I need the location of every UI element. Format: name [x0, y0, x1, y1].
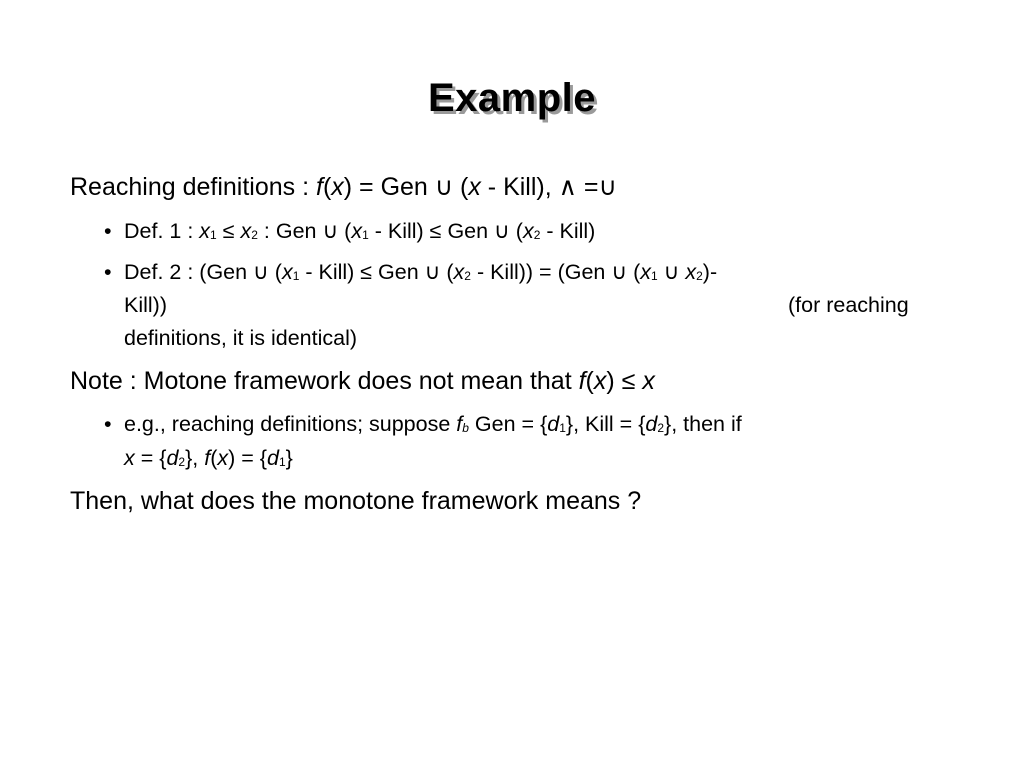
eg-bullet: • — [104, 412, 112, 436]
eg-line-1: e.g., reaching definitions; suppose fb Gen = {d1}, Kill = {d2}, then if — [124, 412, 742, 436]
def1-line: Def. 1 : x1 ≤ x2 : Gen ∪ (x1 - Kill) ≤ Gen ∪ (x2 - Kill) — [124, 219, 596, 243]
def2-line-1: Def. 2 : (Gen ∪ (x1 - Kill) ≤ Gen ∪ (x2 - Kill)) = (Gen ∪ (x1 ∪ x2)- — [124, 260, 718, 284]
def2-line-2a: Kill)) — [124, 293, 167, 317]
slide-title: Example — [427, 76, 597, 120]
def2-line-2b: (for reaching — [788, 293, 909, 317]
eg-line-2: x = {d2}, f(x) = {d1} — [124, 446, 293, 470]
def1-bullet: • — [104, 219, 112, 243]
def2-line-3: definitions, it is identical) — [124, 326, 358, 350]
note-line: Note : Motone framework does not mean that f(x) ≤ x — [70, 367, 655, 395]
then-line: Then, what does the monotone framework means ? — [70, 487, 642, 515]
def2-bullet: • — [104, 260, 112, 284]
reaching-definitions-line: Reaching definitions : f(x) = Gen ∪ (x - Kill), ∧ =∪ — [70, 173, 617, 201]
